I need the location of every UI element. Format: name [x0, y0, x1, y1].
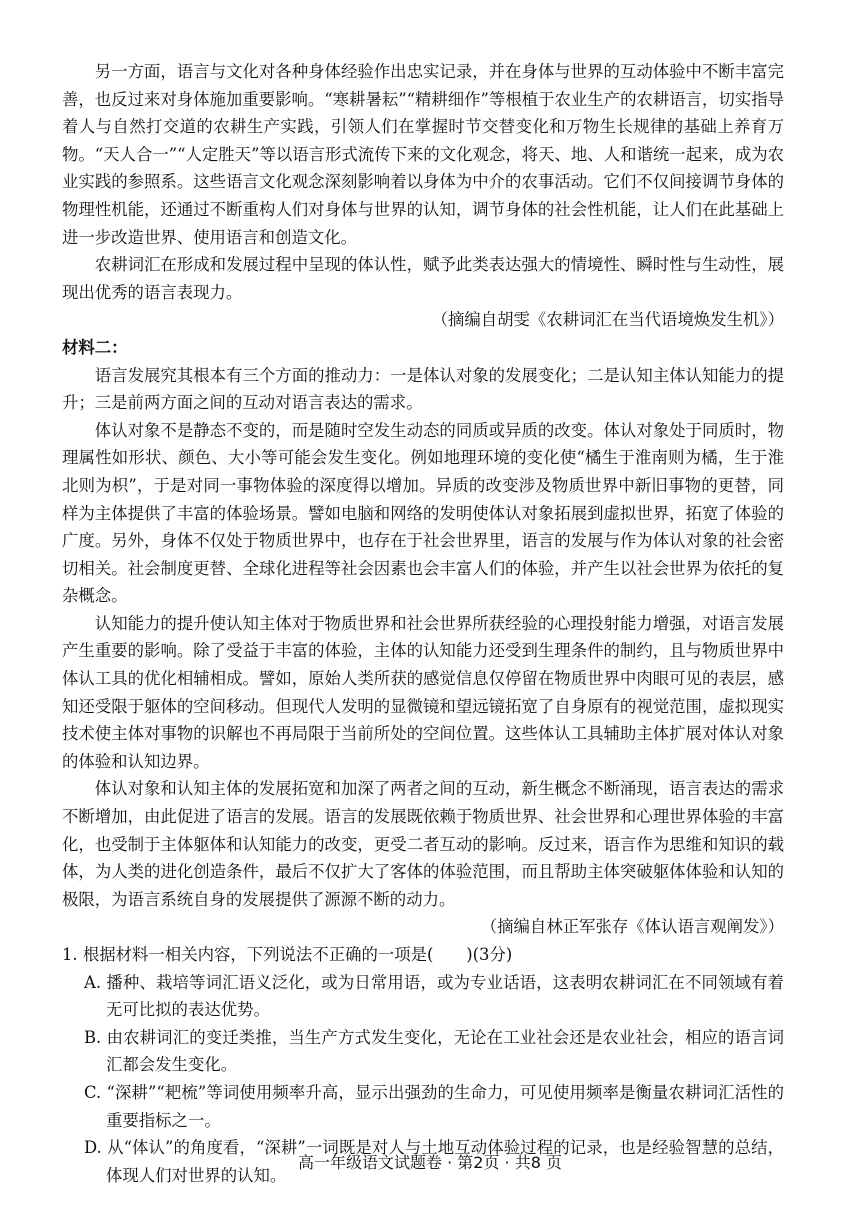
material2-source: （摘编自林正军张存《体认语言观阐发》）: [480, 917, 784, 937]
question-1-option-b: B. 由农耕词汇的变迁类推，当生产方式发生变化，无论在工业社会还是农业社会，相应的语言词汇都会发生变化。: [84, 1027, 784, 1075]
page-footer: 高一年级语文试题卷 · 第2页 · 共8 页: [298, 1153, 562, 1172]
material1-paragraph-2: 农耕词汇在形成和发展过程中呈现的体认性，赋予此类表达强大的情境性、瞬时性与生动性，展现出优秀的语言表现力。: [62, 255, 784, 302]
material2-paragraph-1: 语言发展究其根本有三个方面的推动力：一是体认对象的发展变化；二是认知主体认知能力的提升；三是前两方面之间的互动对语言表达的需求。: [62, 365, 784, 413]
material2-paragraph-2: 体认对象不是静态不变的，而是随时空发生动态的同质或异质的改变。体认对象处于同质时，物理属性如形状、颜色、大小等可能会发生变化。例如地理环境的变化使“橘生于淮南则为橘，生于淮北则为枳”，于是对同一事物体验的深度得以增加。异质的改变涉及物质世界中新旧事物的更替，同样为主体提供了丰富的体验场景。譬如电脑和网络的发明使体认对象拓展到虚拟世界，拓宽了体验的广度。另外，身体不仅处于物质世界中，也存在于社会世界里，语言的发展与作为体认对象的社会密切相关。社会制度更替、全球化进程等社会因素也会丰富人们的体验，并产生以社会世界为依托的复杂概念。: [62, 420, 784, 606]
material2-paragraph-4: 体认对象和认知主体的发展拓宽和加深了两者之间的互动，新生概念不断涌现，语言表达的需求不断增加，由此促进了语言的发展。语言的发展既依赖于物质世界、社会世界和心理世界体验的丰富化，也受制于主体躯体和认知能力的改变，更受二者互动的影响。反过来，语言作为思维和知识的载体，为人类的进化创造条件，最后不仅扩大了客体的体验范围，而且帮助主体突破躯体体验和认知的极限，为语言系统自身的发展提供了源源不断的动力。: [62, 779, 784, 909]
question-1-option-d: D. 从“体认”的角度看，“深耕”一词既是对人与土地互动体验过程的记录，也是经验智慧的总结，体现人们对世界的认知。: [84, 1138, 784, 1185]
material2-heading: 材料二：: [62, 337, 128, 357]
question-1-option-c: C. “深耕”“耙梳”等词使用频率升高，显示出强劲的生命力，可见使用频率是衡量农耕词汇活性的重要指标之一。: [84, 1082, 784, 1130]
exam-page-content: [62, 58, 784, 1189]
material2-paragraph-3: 认知能力的提升使认知主体对于物质世界和社会世界所获经验的心理投射能力增强，对语言发展产生重要的影响。除了受益于丰富的体验，主体的认知能力还受到生理条件的制约，且与物质世界中体认工具的优化相辅相成。譬如，原始人类所获的感觉信息仅停留在物质世界中肉眼可见的表层，感知还受限于躯体的空间移动。但现代人发明的显微镜和望远镜拓宽了自身原有的视觉范围，虚拟现实技术使主体对事物的识解也不再局限于当前所处的空间位置。这些体认工具辅助主体扩展对体认对象的体验和认知边界。: [62, 613, 784, 771]
material1-paragraph-1: 另一方面，语言与文化对各种身体经验作出忠实记录，并在身体与世界的互动体验中不断丰富完善，也反过来对身体施加重要影响。“寒耕暑耘”“精耕细作”等根植于农业生产的农耕语言，切实指导着人与自然打交道的农耕生产实践，引领人们在掌握时节交替变化和万物生长规律的基础上养育万物。“天人合一”“人定胜天”等以语言形式流传下来的文化观念，将天、地、人和谐统一起来，成为农业实践的参照系。这些语言文化观念深刻影响着以身体为中介的农事活动。它们不仅间接调节身体的物理性机能，还通过不断重构人们对身体与世界的认知，调节身体的社会性机能，让人们在此基础上进一步改造世界、使用语言和创造文化。: [62, 62, 784, 247]
question-1-stem: 1. 根据材料一相关内容，下列说法不正确的一项是( )(3分): [62, 945, 513, 964]
question-1-option-a: A. 播种、栽培等词汇语义泛化，或为日常用语，或为专业话语，这表明农耕词汇在不同领域有着无可比拟的表达优势。: [84, 972, 784, 1020]
material1-source: （摘编自胡雯《农耕词汇在当代语境焕发生机》）: [431, 310, 784, 330]
